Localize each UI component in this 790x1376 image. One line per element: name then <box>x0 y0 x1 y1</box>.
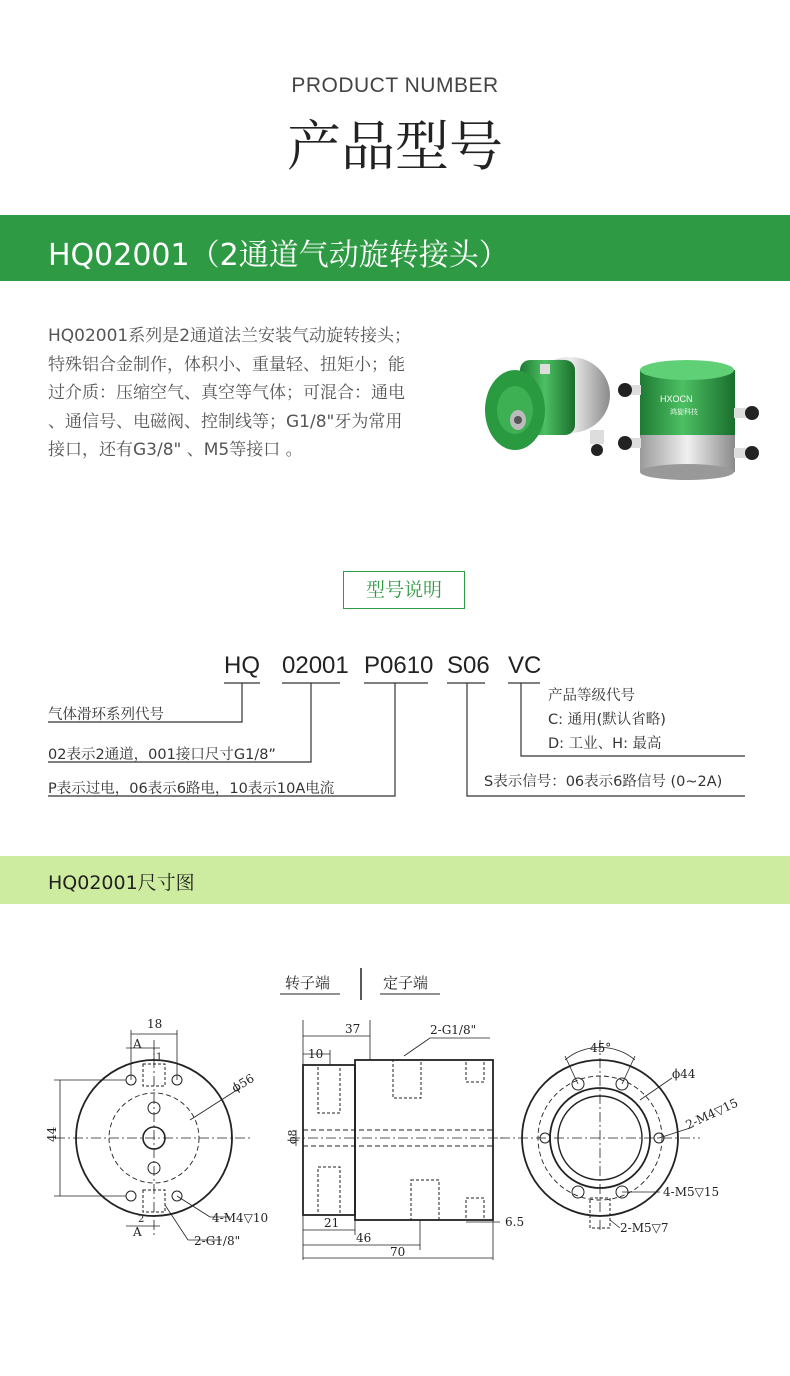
page-subtitle: PRODUCT NUMBER <box>291 74 499 97</box>
label-signal: S表示信号：06表示6路信号 (0~2A) <box>484 774 723 790</box>
photo-brand-sublabel: 鸿旋科技 <box>670 408 698 416</box>
rotor-end-label: 转子端 <box>285 974 331 992</box>
product-description <box>48 322 438 465</box>
code-power: P0610 <box>364 652 434 679</box>
dim-phi44: ϕ44 <box>672 1067 696 1081</box>
code-channels: 02001 <box>282 652 349 679</box>
dim-phi8: ϕ8 <box>286 1129 299 1144</box>
dim-45-deg: 45° <box>590 1041 612 1055</box>
code-grade: VC <box>508 652 542 679</box>
rotor-end-view <box>54 1030 253 1240</box>
dim-4-m5-15: 4-M5▽15 <box>663 1185 720 1199</box>
photo-brand-label: HXOCN <box>660 394 693 404</box>
label-power: P表示过电，06表示6路电，10表示10A电流 <box>48 781 335 797</box>
dim-6-5: 6.5 <box>505 1215 525 1229</box>
label-grade-d: D: 工业、H: 最高 <box>548 736 662 752</box>
description-line: 特殊铝合金制作，体积小、重量轻、扭矩小；能 <box>48 354 405 375</box>
label-grade-c: C: 通用(默认省略) <box>548 712 666 728</box>
dim-2-m4-15: 2-M4▽15 <box>683 1095 741 1133</box>
description-line: 过介质：压缩空气、真空等气体；可混合：通电 <box>48 383 405 403</box>
dim-18: 18 <box>147 1017 163 1031</box>
dim-37: 37 <box>345 1022 361 1036</box>
label-series: 气体滑环系列代号 <box>48 707 164 723</box>
dim-70: 70 <box>390 1245 406 1259</box>
dim-10: 10 <box>308 1047 324 1061</box>
section-a-bottom: A <box>133 1225 142 1239</box>
dim-2-m5-7: 2-M5▽7 <box>620 1221 669 1235</box>
port-2-label: 2 <box>138 1214 145 1225</box>
product-banner-title: HQ02001（2通道气动旋转接头） <box>48 238 509 273</box>
model-explanation-title: 型号说明 <box>343 571 465 609</box>
code-series: HQ <box>224 652 260 679</box>
stator-end-label: 定子端 <box>383 974 429 992</box>
dim-2-g18-left: 2-G1/8" <box>194 1234 241 1248</box>
dim-4-m4: 4-M4▽10 <box>212 1211 269 1225</box>
label-grade-title: 产品等级代号 <box>548 688 635 704</box>
section-a-top: A <box>133 1037 142 1051</box>
page-title: 产品型号 <box>287 115 503 178</box>
dim-phi56: ϕ56 <box>229 1071 257 1096</box>
code-signal: S06 <box>447 652 490 679</box>
port-1-label: 1 <box>156 1052 163 1063</box>
description-line: HQ02001系列是2通道法兰安装气动旋转接头； <box>48 326 412 346</box>
dim-21: 21 <box>324 1216 340 1230</box>
dimension-drawing <box>0 960 790 1270</box>
stator-end-view <box>500 1040 700 1230</box>
description-line: 接口，还有G3/8" 、M5等接口 。 <box>48 440 303 460</box>
dimension-banner-title: HQ02001尺寸图 <box>48 872 195 894</box>
description-line: 、通信号、电磁阀、控制线等；G1/8"牙为常用 <box>48 411 403 432</box>
label-channels: 02表示2通道，001接口尺寸G1/8” <box>48 747 276 763</box>
product-photo <box>470 330 770 510</box>
dim-46: 46 <box>356 1231 372 1245</box>
dim-2-g18-mid: 2-G1/8" <box>430 1023 477 1037</box>
dim-44: 44 <box>45 1126 59 1142</box>
